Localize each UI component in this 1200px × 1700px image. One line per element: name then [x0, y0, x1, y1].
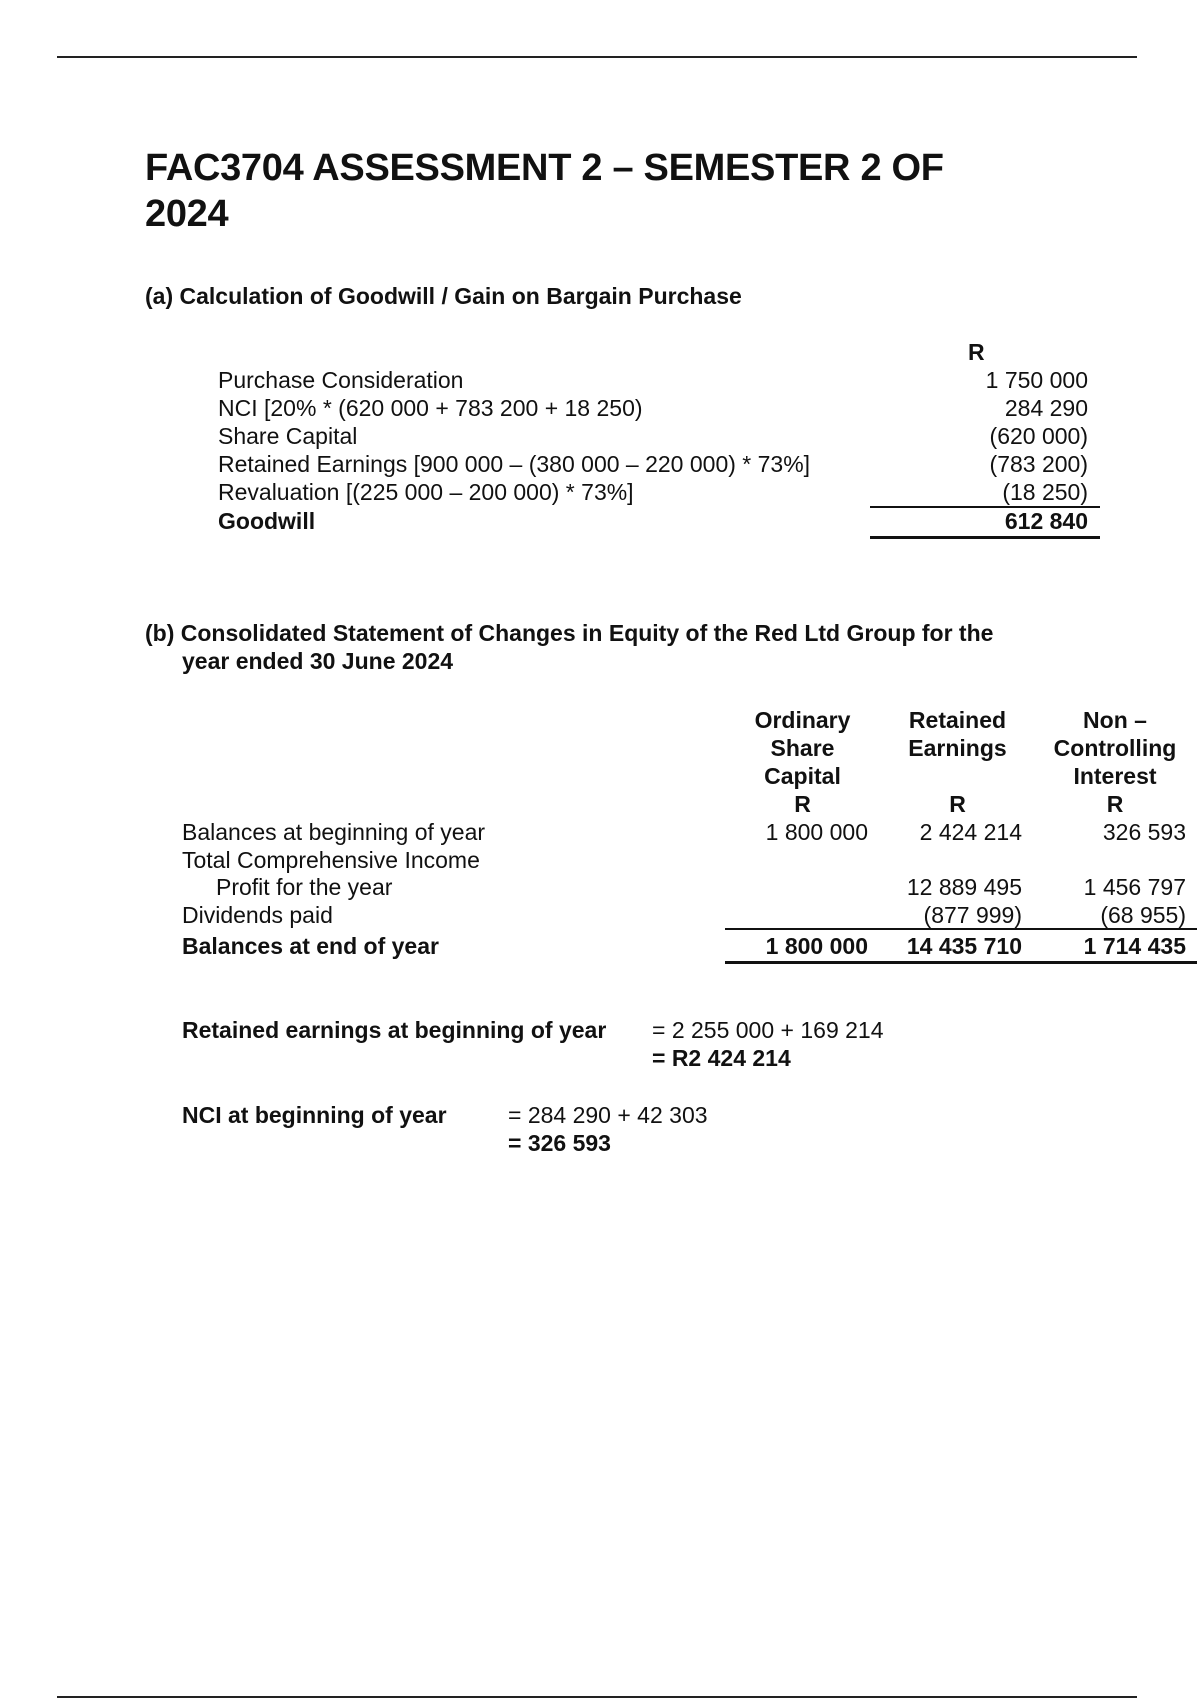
column-header-text: Controlling	[1053, 735, 1177, 761]
part-b-heading-line-1: (b) Consolidated Statement of Changes in Equity of the Red Ltd Group for the	[145, 620, 994, 646]
equity-cell: 1 800 000	[765, 819, 868, 845]
goodwill-row: Retained Earnings [900 000 – (380 000 – 220 000) * 73%]	[218, 451, 811, 477]
goodwill-amount: 284 290	[1004, 395, 1088, 421]
equity-cell: 1 456 797	[1083, 874, 1186, 900]
working-re-calc: = 2 255 000 + 169 214	[652, 1017, 884, 1043]
bottom-rule	[57, 1696, 1137, 1698]
title-line-1: FAC3704 ASSESSMENT 2 – SEMESTER 2 OF	[145, 147, 944, 189]
goodwill-row: NCI [20% * (620 000 + 783 200 + 18 250)	[218, 395, 643, 421]
working-re-result: = R2 424 214	[652, 1045, 791, 1071]
column-header-retained-earnings	[885, 706, 1030, 818]
goodwill-amount: (620 000)	[989, 423, 1088, 449]
equity-total-rule	[725, 961, 1197, 964]
column-header-unit: R	[1106, 791, 1124, 817]
equity-cell: 12 889 495	[906, 874, 1022, 900]
column-header-spacer	[885, 762, 1030, 790]
goodwill-amount: (18 250)	[1002, 479, 1088, 505]
goodwill-row: Purchase Consideration	[218, 367, 464, 393]
equity-row-label: Dividends paid	[182, 902, 333, 928]
equity-row-label: Profit for the year	[216, 874, 393, 900]
equity-row-label: Total Comprehensive Income	[182, 847, 480, 873]
column-header-text: Share	[770, 735, 835, 761]
working-nci-calc: = 284 290 + 42 303	[508, 1102, 708, 1128]
column-header-text: Capital	[764, 763, 841, 789]
goodwill-amount: 1 750 000	[985, 367, 1088, 393]
equity-total-cell: 1 800 000	[765, 933, 868, 959]
column-header-nci	[1040, 706, 1190, 818]
goodwill-total-amount: 612 840	[1004, 508, 1088, 534]
column-header-text: Interest	[1073, 763, 1157, 789]
equity-subtotal-rule	[725, 928, 1197, 930]
working-nci-result: = 326 593	[508, 1130, 611, 1156]
goodwill-row: Revaluation [(225 000 – 200 000) * 73%]	[218, 479, 634, 505]
working-re-label: Retained earnings at beginning of year	[182, 1017, 607, 1043]
page-title	[145, 145, 944, 237]
column-header-text: Ordinary	[754, 707, 851, 733]
column-header-text: Retained	[908, 707, 1007, 733]
equity-total-label: Balances at end of year	[182, 933, 439, 959]
working-nci-label: NCI at beginning of year	[182, 1102, 447, 1128]
equity-cell: (68 955)	[1100, 902, 1186, 928]
equity-cell: 326 593	[1102, 819, 1186, 845]
part-b-heading-line-2: year ended 30 June 2024	[182, 648, 454, 674]
equity-total-cell: 1 714 435	[1083, 933, 1186, 959]
goodwill-total-rule	[870, 536, 1100, 539]
title-line-2: 2024	[145, 193, 229, 235]
goodwill-row: Share Capital	[218, 423, 358, 449]
goodwill-total-label: Goodwill	[218, 508, 316, 534]
column-header-unit: R	[949, 791, 966, 817]
top-rule	[57, 56, 1137, 58]
column-header-text: Earnings	[908, 735, 1007, 761]
part-a-heading: (a) Calculation of Goodwill / Gain on Bargain Purchase	[145, 283, 742, 309]
column-header-unit: R	[794, 791, 811, 817]
column-header-share-capital	[730, 706, 875, 818]
equity-total-cell: 14 435 710	[906, 933, 1022, 959]
equity-row-label: Balances at beginning of year	[182, 819, 486, 845]
equity-cell: 2 424 214	[919, 819, 1022, 845]
goodwill-currency-header: R	[968, 339, 985, 365]
goodwill-amount: (783 200)	[989, 451, 1088, 477]
column-header-text: Non –	[1083, 707, 1147, 733]
equity-cell: (877 999)	[923, 902, 1022, 928]
